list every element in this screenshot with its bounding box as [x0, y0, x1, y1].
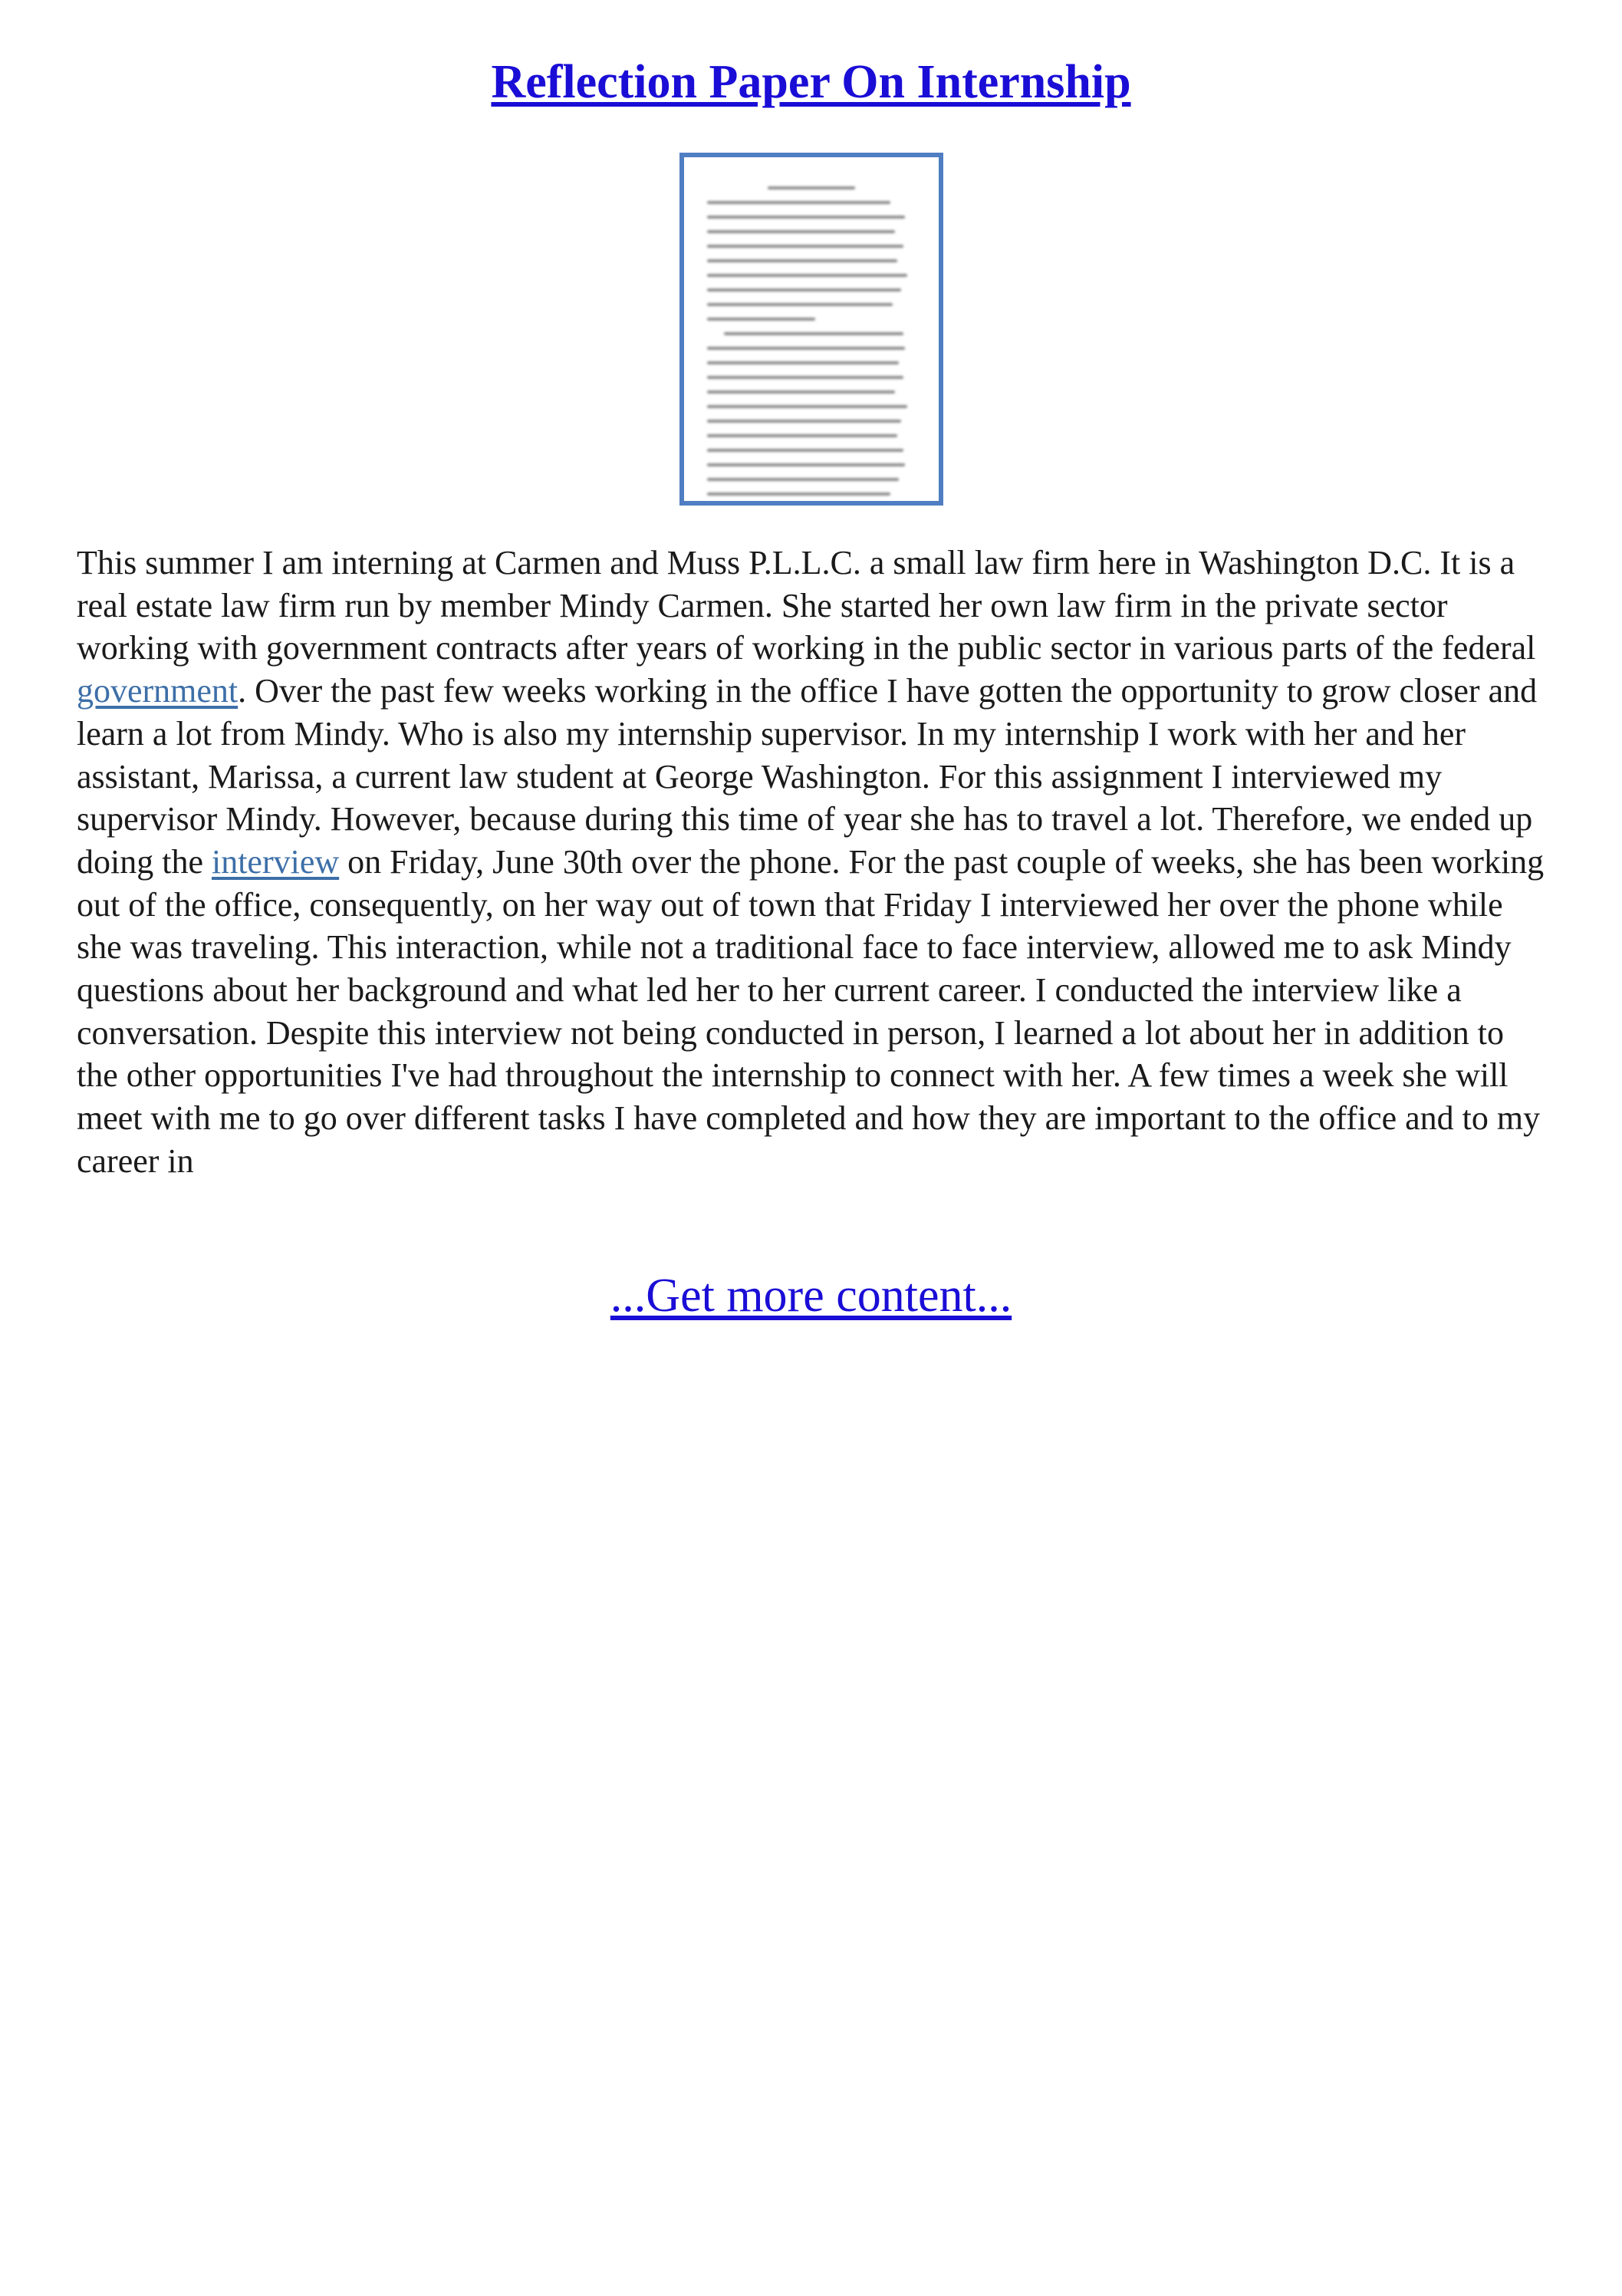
essay-text-part-1: This summer I am interning at Carmen and Muss P.L.L.C. a small law firm here in Washington D.C. It is a real estate law firm run by member Mindy Carmen. She started her own law firm in the private sector working with government contracts after years of working in the public sector in various parts of the federal: [77, 544, 1536, 667]
thumbnail-text-lines: [707, 186, 916, 486]
thumbnail-line: [707, 259, 897, 262]
thumbnail-line: [707, 420, 901, 423]
thumbnail-line: [707, 463, 905, 466]
thumbnail-line: [707, 405, 907, 408]
thumbnail-line: [707, 201, 890, 204]
thumbnail-line: [707, 361, 899, 364]
get-more-content-link[interactable]: ...Get more content...: [610, 1270, 1012, 1322]
thumbnail-line: [707, 288, 901, 292]
government-link[interactable]: government: [77, 672, 239, 710]
thumbnail-line: [707, 478, 899, 481]
thumbnail-line: [707, 390, 895, 394]
thumbnail-line: [707, 376, 903, 379]
thumbnail-line: [724, 332, 903, 335]
thumbnail-line: [707, 274, 907, 277]
document-thumbnail[interactable]: [679, 153, 943, 506]
thumbnail-line: [707, 230, 895, 233]
interview-link[interactable]: interview: [211, 842, 340, 881]
thumbnail-line: [707, 449, 903, 452]
thumbnail-line: [707, 434, 897, 437]
essay-text-part-3: on Friday, June 30th over the phone. For the past couple of weeks, she has been working out of the office, consequently, on her way out of town that Friday I interviewed her over the phone while she was traveling. This interaction, while not a traditional face to face interview, allowed me to ask Mindy questions about her background and what led her to her current career. I conducted the interview like a conversation. Despite this interview not being conducted in person, I learned a lot about her in addition to the other opportunities I've had throughout the internship to connect with her. A few times a week she will meet with me to go over different tasks I have completed and how they are important to the office and to my career in: [77, 842, 1545, 1180]
essay-text-part-2: . Over the past few weeks working in the office I have gotten the opportunity to grow closer and learn a lot from Mindy. Who is also my internship supervisor. In my internship I work with her and her assistant, Marissa, a current law student at George Washington. For this assignment I interviewed my supervisor Mindy. However, because during this time of year she has to travel a lot. Therefore, we ended up doing the: [77, 672, 1538, 881]
thumbnail-line: [707, 347, 905, 350]
thumbnail-line: [707, 303, 893, 306]
thumbnail-line: [707, 245, 903, 248]
thumbnail-line: [707, 216, 905, 219]
thumbnail-line: [768, 186, 855, 189]
thumbnail-line: [707, 492, 890, 496]
essay-excerpt: [77, 542, 1549, 1183]
thumbnail-line: [707, 318, 815, 321]
page-title-link[interactable]: Reflection Paper On Internship: [491, 56, 1131, 108]
